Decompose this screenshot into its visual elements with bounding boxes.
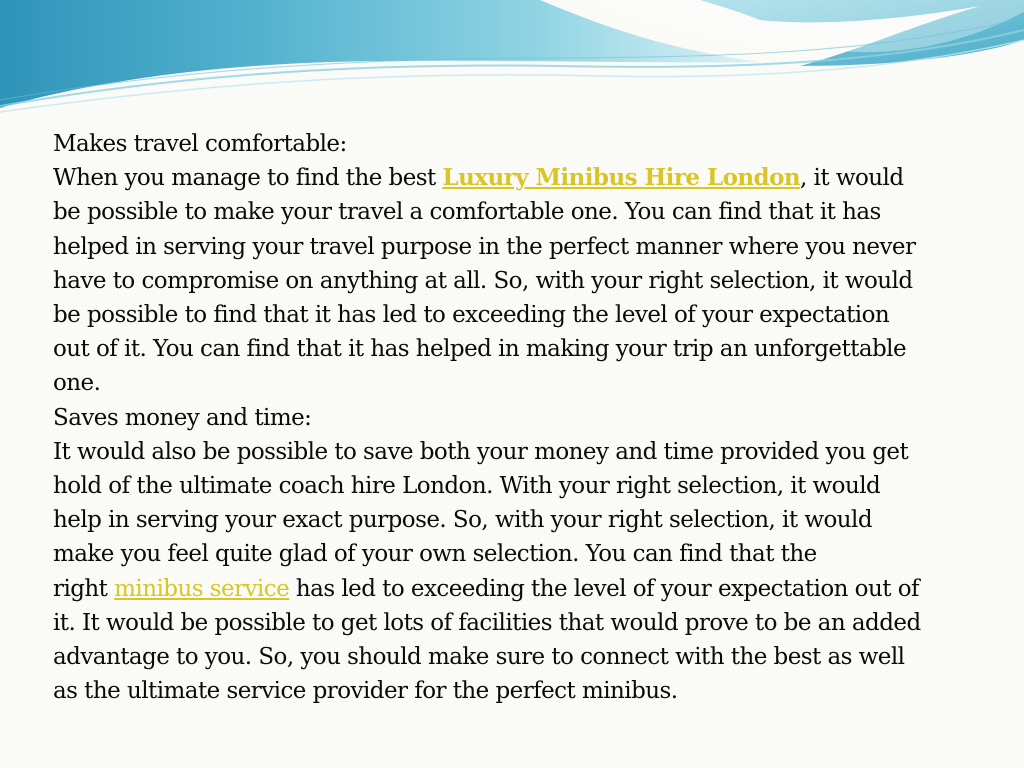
text-line: make you feel quite glad of your own selection. You can find that the bbox=[53, 541, 817, 568]
text-line: it. It would be possible to get lots of facilities that would prove to be an added bbox=[53, 609, 921, 636]
text-line: advantage to you. So, you should make sure to connect with the best as well bbox=[53, 644, 905, 671]
text-line bbox=[53, 572, 998, 606]
text-segment: right bbox=[53, 575, 115, 602]
text-line: have to compromise on anything at all. So, with your right selection, it would bbox=[53, 267, 913, 294]
text-line: It would also be possible to save both your money and time provided you get bbox=[53, 438, 909, 465]
text-line: out of it. You can find that it has helped in making your trip an unforgettable bbox=[53, 336, 907, 363]
text-segment: When you manage to find the best bbox=[53, 165, 443, 192]
slide-body-text bbox=[53, 127, 998, 708]
text-line: help in serving your exact purpose. So, with your right selection, it would bbox=[53, 507, 872, 534]
text-line: helped in serving your travel purpose in the perfect manner where you never bbox=[53, 233, 916, 260]
text-segment: has led to exceeding the level of your expectation out of bbox=[289, 575, 919, 602]
text-line: as the ultimate service provider for the perfect minibus. bbox=[53, 678, 678, 705]
text-line: be possible to find that it has led to exceeding the level of your expectation bbox=[53, 302, 890, 329]
minibus-service-link[interactable]: minibus service bbox=[114, 575, 290, 602]
luxury-minibus-hire-link[interactable]: Luxury Minibus Hire London bbox=[442, 164, 801, 192]
text-segment: , it would bbox=[800, 165, 904, 192]
heading-travel-comfortable: Makes travel comfortable: bbox=[53, 131, 347, 157]
header-wave-decoration bbox=[0, 0, 1024, 120]
text-line bbox=[53, 161, 998, 195]
heading-saves-money: Saves money and time: bbox=[53, 404, 312, 431]
text-line: be possible to make your travel a comfortable one. You can find that it has bbox=[53, 199, 881, 226]
text-line: hold of the ultimate coach hire London. With your right selection, it would bbox=[53, 473, 881, 500]
text-line: one. bbox=[53, 370, 101, 397]
